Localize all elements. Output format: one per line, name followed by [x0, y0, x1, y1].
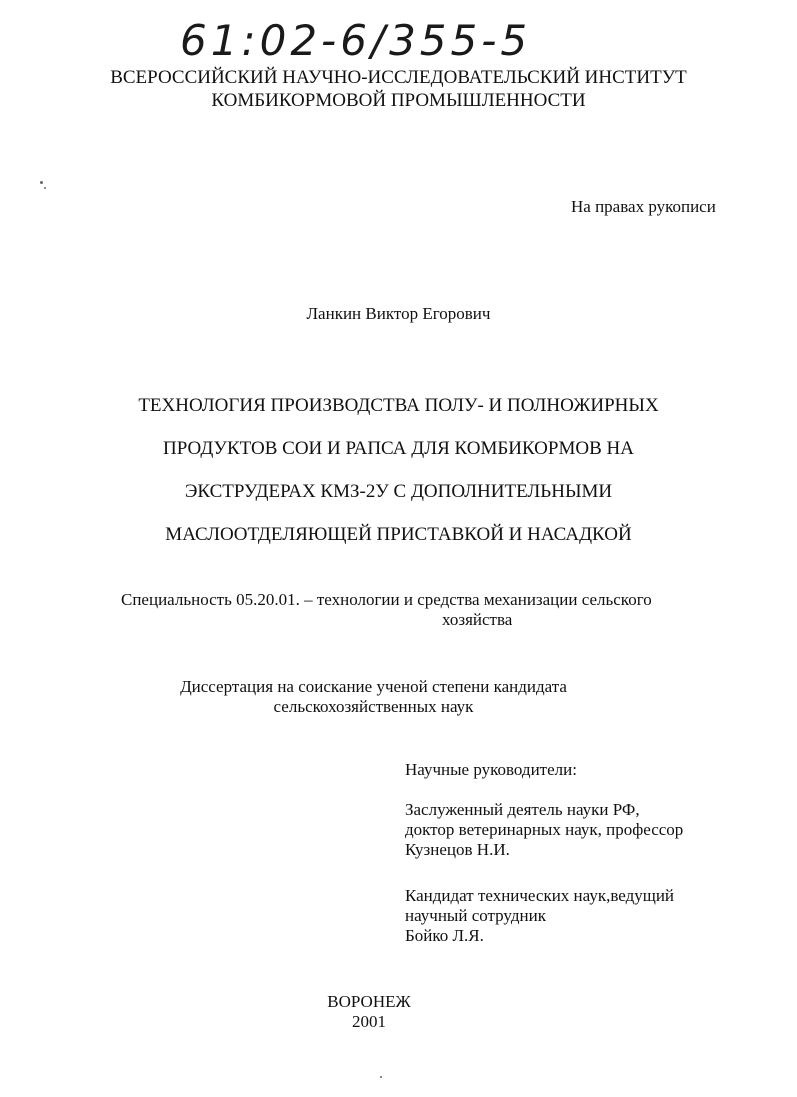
institute-name	[0, 66, 797, 112]
supervisor-1-degree: доктор ветеринарных наук, профессор	[405, 820, 684, 839]
supervisor-2-degree: Кандидат технических наук,ведущий	[405, 886, 675, 905]
scan-speck	[380, 1076, 382, 1078]
dissertation-line-1: Диссертация на соискание ученой степени кандидата	[180, 677, 567, 696]
dissertation-degree	[0, 677, 772, 717]
supervisor-1-title: Заслуженный деятель науки РФ,	[405, 800, 640, 819]
institute-line-1: ВСЕРОССИЙСКИЙ НАУЧНО-ИССЛЕДОВАТЕЛЬСКИЙ ИНСТИТУТ	[110, 67, 687, 88]
specialty-line-2: хозяйства	[442, 610, 513, 629]
institute-line-2: КОМБИКОРМОВОЙ ПРОМЫШЛЕННОСТИ	[211, 90, 586, 111]
specialty-line-1: Специальность 05.20.01. – технологии и средства механизации сельского	[121, 590, 652, 609]
supervisor-2-position: научный сотрудник	[405, 906, 546, 925]
supervisor-1-name: Кузнецов Н.И.	[405, 840, 510, 859]
city-and-year	[0, 992, 738, 1032]
title-line-2: ПРОДУКТОВ СОИ И РАПСА ДЛЯ КОМБИКОРМОВ НА	[163, 438, 634, 459]
year: 2001	[352, 1012, 386, 1031]
handwritten-code-text: 61:02-6/355-5	[180, 16, 532, 65]
title-line-3: ЭКСТРУДЕРАХ КМЗ-2У С ДОПОЛНИТЕЛЬНЫМИ	[184, 481, 613, 502]
title-line-1: ТЕХНОЛОГИЯ ПРОИЗВОДСТВА ПОЛУ- И ПОЛНОЖИРНЫХ	[138, 395, 659, 416]
supervisors-heading: Научные руководители:	[405, 760, 577, 779]
supervisor-2-name: Бойко Л.Я.	[405, 926, 484, 945]
scan-speck	[44, 187, 46, 189]
author-name: Ланкин Виктор Егорович	[306, 304, 491, 323]
handwritten-archive-code	[178, 0, 578, 68]
city: ВОРОНЕЖ	[327, 992, 411, 1011]
supervisor-2	[405, 886, 674, 946]
title-line-4: МАСЛООТДЕЛЯЮЩЕЙ ПРИСТАВКОЙ И НАСАДКОЙ	[165, 524, 632, 545]
manuscript-note: На правах рукописи	[571, 197, 716, 216]
supervisor-1	[405, 800, 683, 860]
scan-speck	[40, 181, 43, 184]
dissertation-line-2: сельскохозяйственных наук	[273, 697, 474, 716]
